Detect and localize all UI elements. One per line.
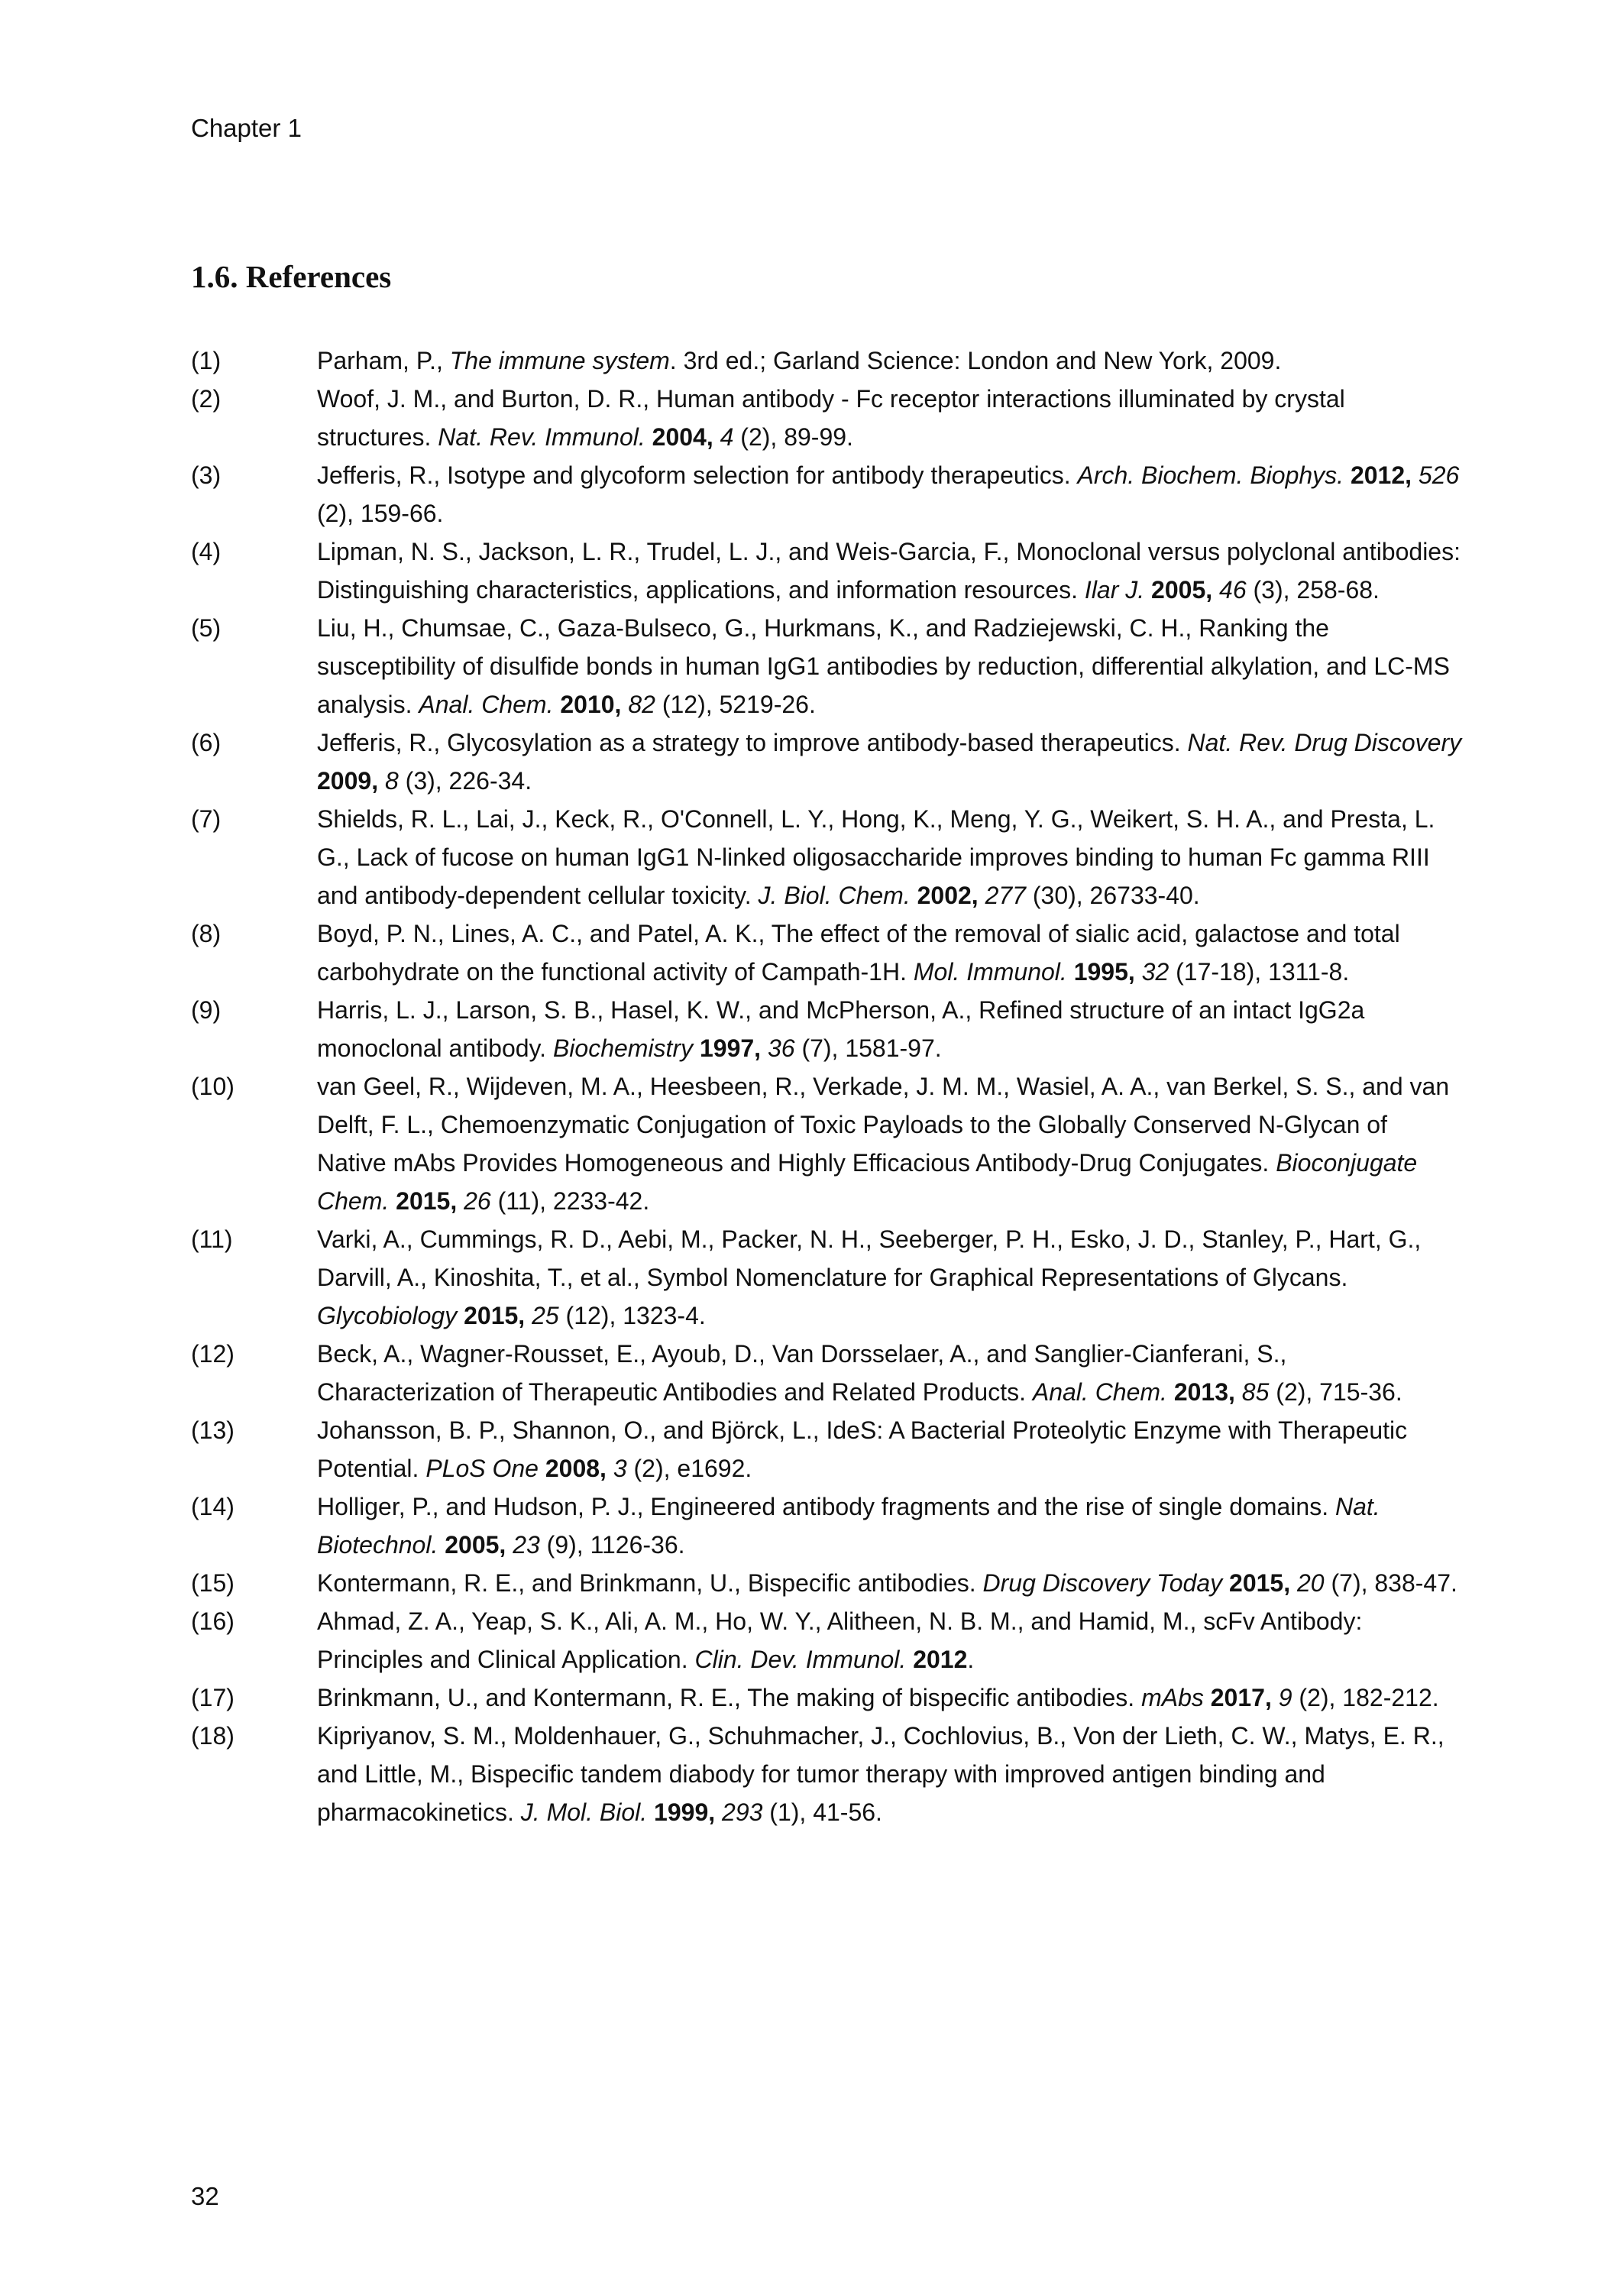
reference-number: (6) bbox=[191, 729, 222, 756]
reference-number: (8) bbox=[191, 920, 222, 947]
reference-number: (11) bbox=[191, 1225, 233, 1253]
reference-text: Ahmad, Z. A., Yeap, S. K., Ali, A. M., Ho, W. Y., Alitheen, N. B. M., and Hamid, M., scFv Antibody: Principles and Clinical Application. Clin. Dev. Immunol. 2012. bbox=[317, 1607, 1363, 1673]
reference-text: Parham, P., The immune system. 3rd ed.; Garland Science: London and New York, 2009. bbox=[317, 347, 1282, 374]
reference-item bbox=[191, 1335, 1463, 1411]
reference-number: (15) bbox=[191, 1569, 235, 1597]
reference-number: (9) bbox=[191, 996, 222, 1024]
reference-number: (5) bbox=[191, 614, 222, 642]
reference-number: (14) bbox=[191, 1493, 235, 1520]
reference-text: Woof, J. M., and Burton, D. R., Human antibody - Fc receptor interactions illuminated by crystal structures. Nat. Rev. Immunol. 2004, 4 (2), 89-99. bbox=[317, 385, 1345, 451]
reference-item bbox=[191, 1411, 1463, 1488]
reference-number: (18) bbox=[191, 1722, 235, 1750]
reference-item bbox=[191, 1602, 1463, 1679]
reference-text: Varki, A., Cummings, R. D., Aebi, M., Packer, N. H., Seeberger, P. H., Esko, J. D., Stanley, P., Hart, G., Darvill, A., Kinoshita, T., et al., Symbol Nomenclature for Graphical Representations of Glycans. Glycobiology 2015, 25 (12), 1323-4. bbox=[317, 1225, 1422, 1329]
reference-number: (10) bbox=[191, 1073, 235, 1100]
reference-text: Jefferis, R., Glycosylation as a strategy to improve antibody-based therapeutics. Nat. Rev. Drug Discovery 2009, 8 (3), 226-34. bbox=[317, 729, 1462, 795]
reference-item bbox=[191, 1220, 1463, 1335]
reference-item bbox=[191, 1564, 1463, 1602]
reference-number: (4) bbox=[191, 538, 222, 565]
reference-item bbox=[191, 1067, 1463, 1220]
reference-number: (2) bbox=[191, 385, 222, 413]
reference-item bbox=[191, 456, 1463, 533]
reference-text: Lipman, N. S., Jackson, L. R., Trudel, L. J., and Weis-Garcia, F., Monoclonal versus polyclonal antibodies: Distinguishing characteristics, applications, and information resources. Ilar J. 2005, 46 (3), 258-68. bbox=[317, 538, 1461, 604]
reference-number: (12) bbox=[191, 1340, 235, 1368]
reference-number: (3) bbox=[191, 461, 222, 489]
reference-text: van Geel, R., Wijdeven, M. A., Heesbeen, R., Verkade, J. M. M., Wasiel, A. A., van Berkel, S. S., and van Delft, F. L., Chemoenzymatic Conjugation of Toxic Payloads to the Globally Conserved N-Glycan of Native mAbs Provides Homogeneous and Highly Efficacious Antibody-Drug Conjugates. Bioconjugate Chem. 2015, 26 (11), 2233-42. bbox=[317, 1073, 1450, 1215]
reference-text: Jefferis, R., Isotype and glycoform selection for antibody therapeutics. Arch. Biochem. Biophys. 2012, 526 (2), 159-66. bbox=[317, 461, 1460, 527]
section-heading: 1.6. References bbox=[191, 259, 392, 294]
reference-text: Kontermann, R. E., and Brinkmann, U., Bispecific antibodies. Drug Discovery Today 2015, 20 (7), 838-47. bbox=[317, 1569, 1457, 1597]
reference-item bbox=[191, 609, 1463, 724]
page-number: 32 bbox=[191, 2182, 219, 2210]
reference-number: (16) bbox=[191, 1607, 235, 1635]
references-list bbox=[191, 342, 1463, 1831]
reference-item bbox=[191, 380, 1463, 456]
reference-text: Shields, R. L., Lai, J., Keck, R., O'Connell, L. Y., Hong, K., Meng, Y. G., Weikert, S. H. A., and Presta, L. G., Lack of fucose on human IgG1 N-linked oligosaccharide improves binding to human Fc gamma RIII and antibody-dependent cellular toxicity. J. Biol. Chem. 2002, 277 (30), 26733-40. bbox=[317, 805, 1435, 909]
reference-text: Boyd, P. N., Lines, A. C., and Patel, A. K., The effect of the removal of sialic acid, galactose and total carbohydrate on the functional activity of Campath-1H. Mol. Immunol. 1995, 32 (17-18), 1311-8. bbox=[317, 920, 1400, 986]
reference-number: (7) bbox=[191, 805, 222, 833]
reference-text: Beck, A., Wagner-Rousset, E., Ayoub, D., Van Dorsselaer, A., and Sanglier-Cianferani, S., Characterization of Therapeutic Antibodies and Related Products. Anal. Chem. 2013, 85 (2), 715-36. bbox=[317, 1340, 1402, 1406]
reference-item bbox=[191, 1488, 1463, 1564]
reference-number: (1) bbox=[191, 347, 222, 374]
reference-text: Kipriyanov, S. M., Moldenhauer, G., Schuhmacher, J., Cochlovius, B., Von der Lieth, C. W., Matys, E. R., and Little, M., Bispecific tandem diabody for tumor therapy with improved antigen binding and pharmacokinetics. J. Mol. Biol. 1999, 293 (1), 41-56. bbox=[317, 1722, 1444, 1826]
reference-number: (17) bbox=[191, 1684, 235, 1711]
reference-item bbox=[191, 800, 1463, 915]
reference-item bbox=[191, 1679, 1463, 1717]
reference-item bbox=[191, 991, 1463, 1067]
chapter-header: Chapter 1 bbox=[191, 114, 302, 142]
reference-item bbox=[191, 724, 1463, 800]
reference-text: Brinkmann, U., and Kontermann, R. E., The making of bispecific antibodies. mAbs 2017, 9 (2), 182-212. bbox=[317, 1684, 1439, 1711]
reference-number: (13) bbox=[191, 1416, 235, 1444]
reference-text: Holliger, P., and Hudson, P. J., Engineered antibody fragments and the rise of single domains. Nat. Biotechnol. 2005, 23 (9), 1126-36. bbox=[317, 1493, 1380, 1559]
reference-item bbox=[191, 915, 1463, 991]
reference-text: Harris, L. J., Larson, S. B., Hasel, K. W., and McPherson, A., Refined structure of an intact IgG2a monoclonal antibody. Biochemistry 1997, 36 (7), 1581-97. bbox=[317, 996, 1365, 1062]
reference-item bbox=[191, 533, 1463, 609]
reference-item bbox=[191, 1717, 1463, 1831]
reference-text: Liu, H., Chumsae, C., Gaza-Bulseco, G., Hurkmans, K., and Radziejewski, C. H., Ranking the susceptibility of disulfide bonds in human IgG1 antibodies by reduction, differential alkylation, and LC-MS analysis. Anal. Chem. 2010, 82 (12), 5219-26. bbox=[317, 614, 1450, 718]
reference-text: Johansson, B. P., Shannon, O., and Björck, L., IdeS: A Bacterial Proteolytic Enzyme with Therapeutic Potential. PLoS One 2008, 3 (2), e1692. bbox=[317, 1416, 1408, 1482]
reference-item bbox=[191, 342, 1463, 380]
